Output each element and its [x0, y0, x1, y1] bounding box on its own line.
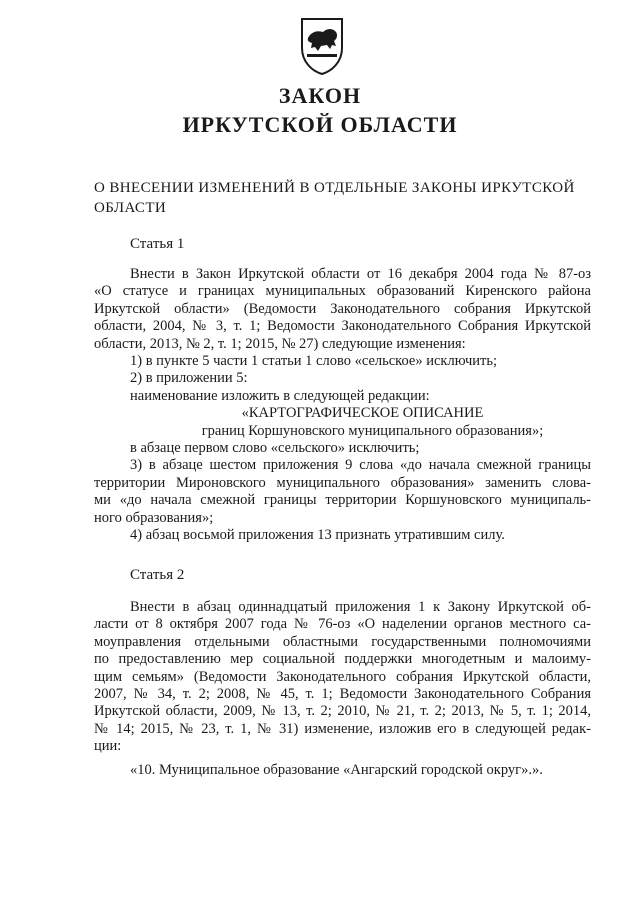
text-line: 1) в пункте 5 части 1 статьи 1 слово «сельское» исключить; [130, 353, 498, 370]
law-subject-heading [94, 178, 594, 218]
text-line: ми «до начала смежной границы территории Коршуновского муниципаль- [94, 492, 591, 509]
text-line: территории Мироновского муниципального образования» заменить слова- [94, 474, 591, 491]
article-2-body [94, 599, 591, 779]
text-line: 2) в приложении 5: [130, 370, 248, 387]
text-line: Иркутской области, 2009, № 13, т. 2; 2010, № 21, т. 2; 2013, № 5, т. 1; 2014, [94, 703, 591, 720]
text-line: Внести в Закон Иркутской области от 16 декабря 2004 года № 87-оз [130, 266, 591, 282]
text-line: щим семьям» (Ведомости Законодательного собрания Иркутской области, [94, 668, 591, 685]
text-line: 2007, № 34, т. 2; 2008, № 45, т. 1; Ведомости Законодательного Собрания [94, 686, 591, 703]
subject-line: О ВНЕСЕНИИ ИЗМЕНЕНИЙ В ОТДЕЛЬНЫЕ ЗАКОНЫ ИРКУТСКОЙ [94, 180, 575, 196]
text-line: 3) в абзаце шестом приложения 9 слова «до начала смежной границы [130, 457, 591, 474]
coat-of-arms-emblem [299, 16, 345, 76]
text-line: ции: [94, 738, 122, 755]
text-line: Внести в абзац одиннадцатый приложения 1 к Закону Иркутской об- [130, 599, 591, 615]
text-line: «О статусе и границах муниципальных образований Киренского района [94, 283, 591, 300]
text-line: в абзаце первом слово «сельского» исключить; [130, 440, 420, 457]
text-line: Иркутской области» (Ведомости Законодательного собрания Иркутской [94, 300, 591, 317]
text-line: № 14; 2015, № 23, т. 1, № 31) изменение, изложив его в следующей редак- [94, 720, 591, 737]
article-1-heading: Статья 1 [130, 236, 185, 252]
quoted-heading-line: границ Коршуновского муниципального образования»; [201, 422, 544, 439]
issuing-region-title: ИРКУТСКОЙ ОБЛАСТИ [182, 112, 458, 137]
article-1-body [94, 266, 591, 545]
text-line: по предоставлению мер социальной поддержки многодетным и малоиму- [94, 651, 591, 668]
text-line: наименование изложить в следующей редакции: [130, 387, 430, 404]
text-line: ного образования»; [94, 509, 214, 526]
text-line: моуправления отдельными областными государственными полномочиями [94, 633, 591, 650]
quoted-heading-line: «КАРТОГРАФИЧЕСКОЕ ОПИСАНИЕ [241, 405, 484, 422]
text-line: ласти от 8 октября 2007 года № 76-оз «О наделении органов местного са- [94, 616, 591, 633]
amended-item-line: «10. Муниципальное образование «Ангарский городской округ».». [130, 761, 543, 778]
article-2-heading: Статья 2 [130, 567, 185, 583]
text-line: 4) абзац восьмой приложения 13 признать утратившим силу. [130, 527, 505, 544]
document-type-title: ЗАКОН [278, 83, 362, 108]
text-line: области, 2013, № 2, т. 1; 2015, № 27) следующие изменения: [94, 335, 466, 352]
subject-line: ОБЛАСТИ [94, 200, 167, 216]
text-line: области, 2004, № 3, т. 1; Ведомости Законодательного Собрания Иркутской [94, 318, 591, 335]
